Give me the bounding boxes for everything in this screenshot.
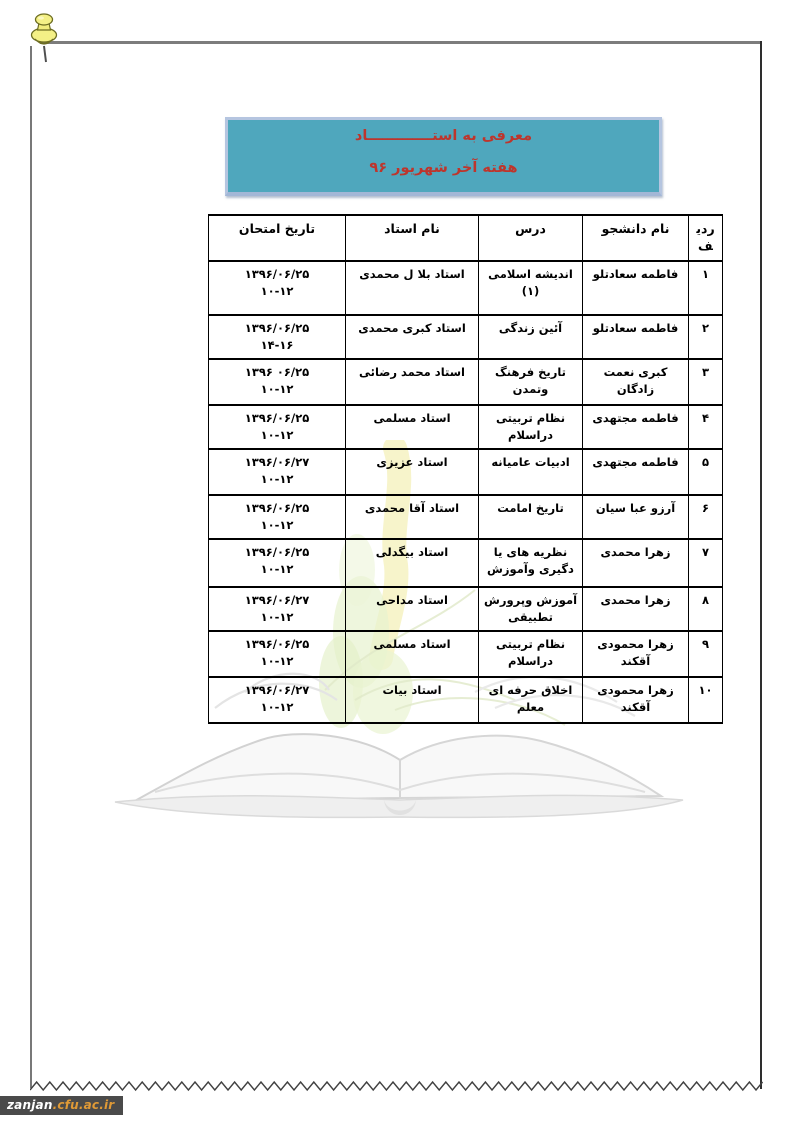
cell-teacher: استاد بلا ل محمدی <box>346 261 479 315</box>
cell-course: اخلاق حرفه ای معلم <box>479 677 583 723</box>
cell-student: زهرا محمدی <box>583 587 689 631</box>
cell-exam-date <box>209 315 346 359</box>
cell-row-number: ۵ <box>689 449 723 495</box>
cell-teacher: استاد کبری محمدی <box>346 315 479 359</box>
table-row <box>209 677 723 723</box>
cell-exam-date <box>209 449 346 495</box>
cell-teacher: استاد بیات <box>346 677 479 723</box>
cell-course: تاریخ فرهنگ وتمدن <box>479 359 583 405</box>
site-watermark <box>0 1096 123 1115</box>
page-border-top <box>40 41 762 44</box>
cell-course: نظریه های یا دگیری وآموزش <box>479 539 583 587</box>
page-border-zigzag <box>30 1078 763 1094</box>
exam-schedule-table <box>208 214 723 724</box>
cell-exam-date <box>209 587 346 631</box>
cell-exam-date <box>209 405 346 449</box>
cell-student: زهرا محمدی <box>583 539 689 587</box>
cell-student: زهرا محمودی آقکند <box>583 677 689 723</box>
exam-date: ۱۳۹۶/۰۶/۲۵ <box>244 545 310 559</box>
exam-time: ۱۰-۱۲ <box>260 562 294 576</box>
exam-date: ۱۳۹۶/۰۶/۲۵ <box>244 321 310 335</box>
col-header-course: درس <box>479 215 583 261</box>
title-banner <box>225 117 662 196</box>
col-header-row-number: ردیف <box>689 215 723 261</box>
cell-student: فاطمه سعادتلو <box>583 261 689 315</box>
cell-teacher: استاد مسلمی <box>346 631 479 677</box>
cell-teacher: استاد بیگدلی <box>346 539 479 587</box>
site-watermark-name: zanjan <box>7 1098 53 1112</box>
cell-row-number: ۸ <box>689 587 723 631</box>
site-watermark-domain: .cfu.ac.ir <box>52 1098 115 1112</box>
exam-date: ۱۳۹۶/۰۶/۲۵ <box>244 637 310 651</box>
cell-row-number: ۲ <box>689 315 723 359</box>
table-row <box>209 359 723 405</box>
cell-course: نظام تربیتی دراسلام <box>479 405 583 449</box>
exam-date: ۱۳۹۶/۰۶/۲۵ <box>244 267 310 281</box>
table-row <box>209 405 723 449</box>
cell-row-number: ۹ <box>689 631 723 677</box>
col-header-teacher: نام استاد <box>346 215 479 261</box>
banner-subtitle: هفته آخر شهریور ۹۶ <box>369 160 518 176</box>
cell-teacher: استاد مسلمی <box>346 405 479 449</box>
exam-time: ۱۰-۱۲ <box>260 472 294 486</box>
cell-course: ادبیات عامیانه <box>479 449 583 495</box>
cell-row-number: ۷ <box>689 539 723 587</box>
cell-student: فاطمه مجتهدی <box>583 405 689 449</box>
exam-time: ۱۰-۱۲ <box>260 284 294 298</box>
table-row <box>209 315 723 359</box>
cell-exam-date <box>209 677 346 723</box>
cell-teacher: استاد مداحی <box>346 587 479 631</box>
cell-student: آرزو عبا سیان <box>583 495 689 539</box>
table-row <box>209 449 723 495</box>
cell-row-number: ۱۰ <box>689 677 723 723</box>
cell-course: تاریخ امامت <box>479 495 583 539</box>
table-row <box>209 631 723 677</box>
table-header-row <box>209 215 723 261</box>
exam-time: ۱۴-۱۶ <box>260 338 294 352</box>
banner-title: معرفی به استـــــــــــــاد <box>354 128 533 144</box>
cell-row-number: ۴ <box>689 405 723 449</box>
exam-time: ۱۰-۱۲ <box>260 518 294 532</box>
cell-student: زهرا محمودی آقکند <box>583 631 689 677</box>
cell-teacher: استاد عزیزی <box>346 449 479 495</box>
exam-time: ۱۰-۱۲ <box>260 382 294 396</box>
cell-student: کبری نعمت زادگان <box>583 359 689 405</box>
cell-row-number: ۳ <box>689 359 723 405</box>
col-header-exam-date: تاریخ امتحان <box>209 215 346 261</box>
table-row <box>209 261 723 315</box>
cell-teacher: استاد محمد رضائی <box>346 359 479 405</box>
col-header-student: نام دانشجو <box>583 215 689 261</box>
exam-time: ۱۰-۱۲ <box>260 428 294 442</box>
exam-time: ۱۰-۱۲ <box>260 700 294 714</box>
cell-exam-date <box>209 539 346 587</box>
cell-teacher: استاد آقا محمدی <box>346 495 479 539</box>
cell-course: نظام تربیتی دراسلام <box>479 631 583 677</box>
pushpin-icon <box>24 12 64 70</box>
exam-time: ۱۰-۱۲ <box>260 654 294 668</box>
table-row <box>209 495 723 539</box>
cell-exam-date <box>209 495 346 539</box>
exam-date: ۱۳۹۶ ۰۶/۲۵ <box>244 365 310 379</box>
table-row <box>209 587 723 631</box>
cell-exam-date <box>209 631 346 677</box>
cell-course: آموزش وپرورش تطبیقی <box>479 587 583 631</box>
cell-exam-date <box>209 261 346 315</box>
cell-course: اندیشه اسلامی (۱) <box>479 261 583 315</box>
page-border-right <box>760 41 762 1089</box>
exam-date: ۱۳۹۶/۰۶/۲۷ <box>244 455 310 469</box>
exam-time: ۱۰-۱۲ <box>260 610 294 624</box>
exam-date: ۱۳۹۶/۰۶/۲۷ <box>244 593 310 607</box>
exam-date: ۱۳۹۶/۰۶/۲۵ <box>244 411 310 425</box>
exam-date: ۱۳۹۶/۰۶/۲۵ <box>244 501 310 515</box>
cell-exam-date <box>209 359 346 405</box>
exam-date: ۱۳۹۶/۰۶/۲۷ <box>244 683 310 697</box>
table-row <box>209 539 723 587</box>
cell-course: آئین زندگی <box>479 315 583 359</box>
cell-row-number: ۶ <box>689 495 723 539</box>
cell-student: فاطمه سعادتلو <box>583 315 689 359</box>
page-border-left <box>30 46 32 1088</box>
cell-row-number: ۱ <box>689 261 723 315</box>
cell-student: فاطمه مجتهدی <box>583 449 689 495</box>
